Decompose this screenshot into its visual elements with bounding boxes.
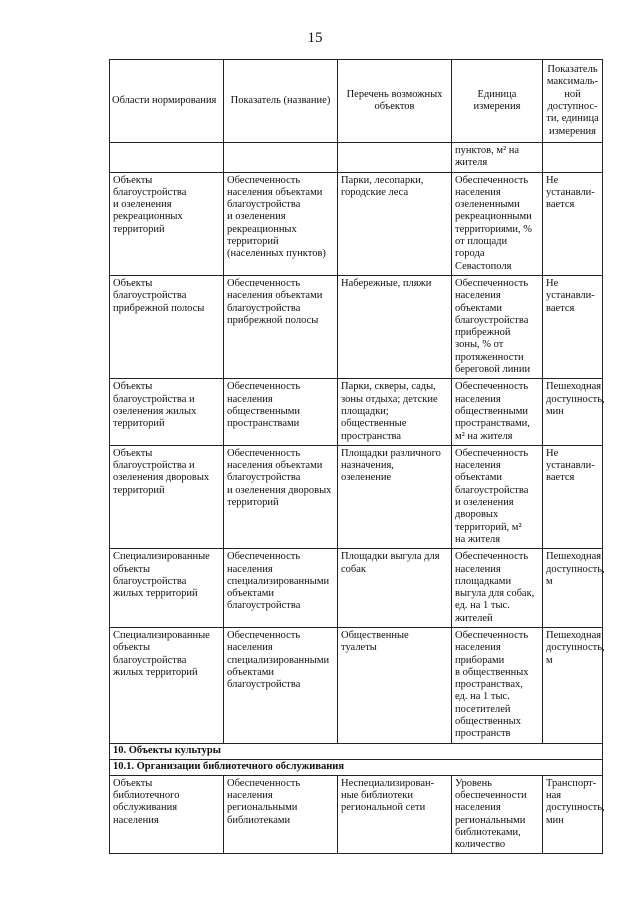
cell-area: Специализированные объекты благоустройства жилых территорий (110, 549, 224, 628)
table-row (110, 627, 603, 743)
section-title: 10.1. Организации библиотечного обслуживания (110, 759, 603, 775)
table-row (110, 775, 603, 854)
cell-indicator (224, 143, 338, 173)
table-row (110, 379, 603, 445)
cell-area: Объекты библиотечного обслуживания населения (110, 775, 224, 854)
table-row (110, 172, 603, 275)
cell-area: Объекты благоустройства и озеленения жилых территорий (110, 379, 224, 445)
cell-objects: Площадки различного назначения, озеленение (338, 445, 452, 548)
cell-accessibility: Пешеходная доступность, м (543, 549, 603, 628)
table-row (110, 143, 603, 173)
cell-indicator: Обеспеченность населения региональными библиотеками (224, 775, 338, 854)
header-accessibility: Показатель максималь- ной доступнос- ти, единица измерения (543, 60, 603, 143)
page-number: 15 (307, 30, 323, 46)
table-header-row (110, 60, 603, 143)
cell-indicator: Обеспеченность населения специализированными объектами благоустройства (224, 627, 338, 743)
cell-objects: Парки, скверы, сады, зоны отдыха; детские площадки; общественные пространства (338, 379, 452, 445)
normative-table (109, 59, 603, 854)
section-row (110, 759, 603, 775)
cell-objects: Неспециализирован- ные библиотеки региональной сети (338, 775, 452, 854)
cell-objects: Набережные, пляжи (338, 275, 452, 378)
header-objects: Перечень возможных объектов (338, 60, 452, 143)
table-row (110, 445, 603, 548)
section-title: 10. Объекты культуры (110, 743, 603, 759)
cell-unit: Обеспеченность населения площадками выгула для собак, ед. на 1 тыс. жителей (452, 549, 543, 628)
cell-indicator: Обеспеченность населения объектами благоустройства прибрежной полосы (224, 275, 338, 378)
cell-unit: Обеспеченность населения озелененными рекреационными территориями, % от площади города Севастополя (452, 172, 543, 275)
cell-area: Объекты благоустройства прибрежной полосы (110, 275, 224, 378)
cell-accessibility: Пешеходная доступность, м (543, 627, 603, 743)
cell-unit: Обеспеченность населения объектами благоустройства прибрежной зоны, % от протяженности береговой линии (452, 275, 543, 378)
cell-unit: Уровень обеспеченности населения региональными библиотеками, количество (452, 775, 543, 854)
cell-accessibility: Транспорт- ная доступность, мин (543, 775, 603, 854)
cell-accessibility (543, 143, 603, 173)
cell-accessibility: Не устанавли- вается (543, 172, 603, 275)
cell-indicator: Обеспеченность населения специализированными объектами благоустройства (224, 549, 338, 628)
cell-objects: Парки, лесопарки, городские леса (338, 172, 452, 275)
cell-unit: Обеспеченность населения общественными пространствами, м² на жителя (452, 379, 543, 445)
cell-indicator: Обеспеченность населения общественными пространствами (224, 379, 338, 445)
cell-unit: пунктов, м² на жителя (452, 143, 543, 173)
header-indicator: Показатель (название) (224, 60, 338, 143)
cell-area: Специализированные объекты благоустройства жилых территорий (110, 627, 224, 743)
header-area: Области нормирования (110, 60, 224, 143)
header-unit: Единица измерения (452, 60, 543, 143)
cell-objects (338, 143, 452, 173)
cell-accessibility: Пешеходная доступность, мин (543, 379, 603, 445)
section-row (110, 743, 603, 759)
table-row (110, 275, 603, 378)
cell-accessibility: Не устанавли- вается (543, 275, 603, 378)
cell-indicator: Обеспеченность населения объектами благоустройства и озеленения рекреационных территорий (населенных пунктов) (224, 172, 338, 275)
cell-area: Объекты благоустройства и озеленения дворовых территорий (110, 445, 224, 548)
cell-accessibility: Не устанавли- вается (543, 445, 603, 548)
table-row (110, 549, 603, 628)
cell-objects: Площадки выгула для собак (338, 549, 452, 628)
cell-unit: Обеспеченность населения приборами в общественных пространствах, ед. на 1 тыс. посетителей общественных пространств (452, 627, 543, 743)
cell-unit: Обеспеченность населения объектами благоустройства и озеленения дворовых территорий, м² на жителя (452, 445, 543, 548)
cell-area (110, 143, 224, 173)
cell-objects: Общественные туалеты (338, 627, 452, 743)
cell-indicator: Обеспеченность населения объектами благоустройства и озеленения дворовых территорий (224, 445, 338, 548)
cell-area: Объекты благоустройства и озеленения рекреационных территорий (110, 172, 224, 275)
